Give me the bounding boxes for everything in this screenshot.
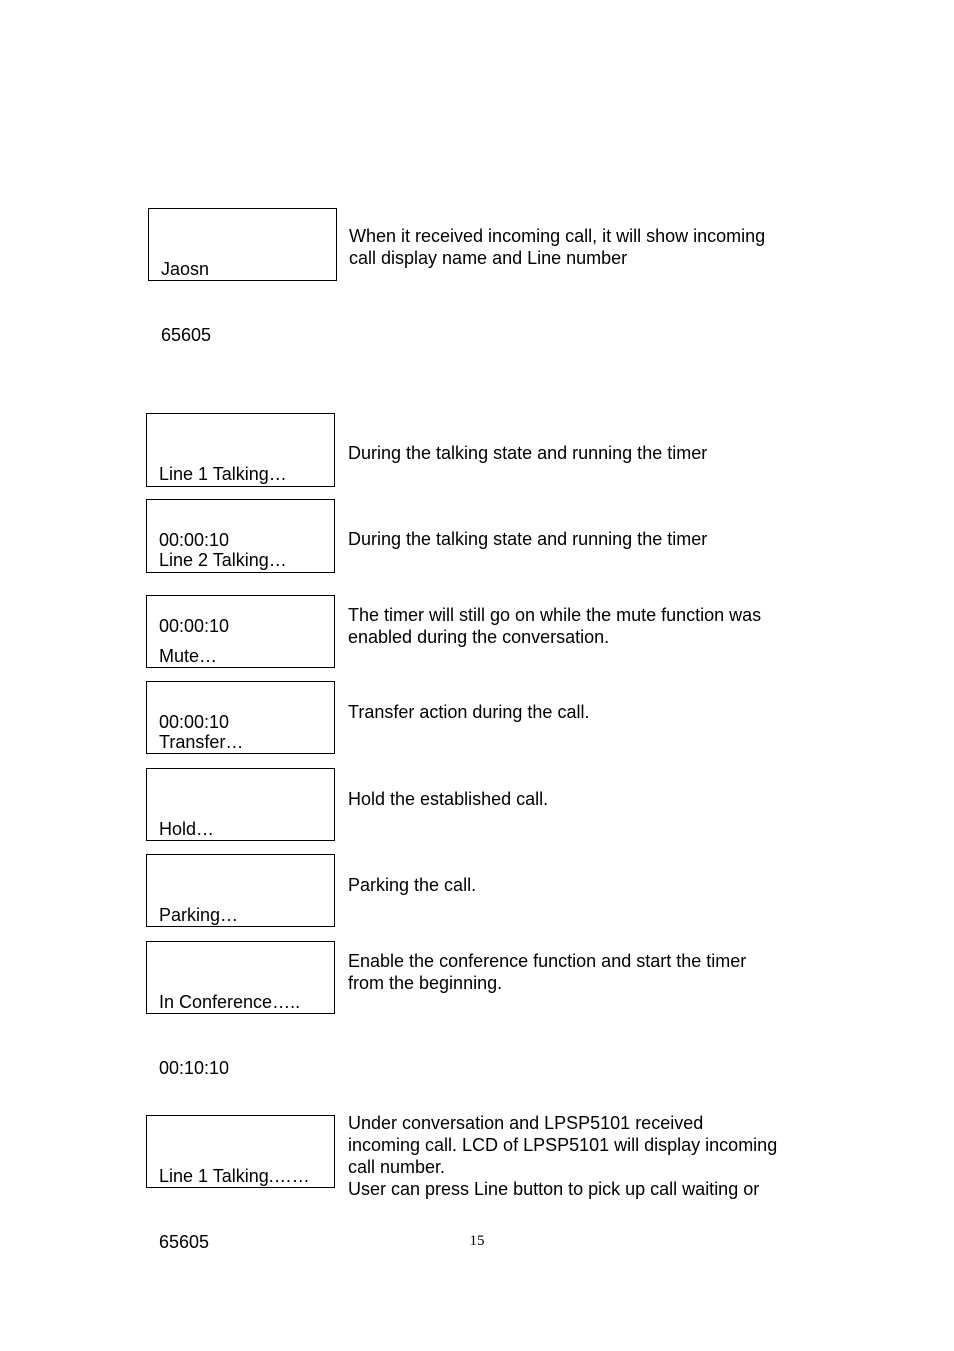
description-line: User can press Line button to pick up call waiting or: [348, 1179, 760, 1199]
lcd-line: 65605: [159, 1232, 210, 1252]
description-line: incoming call. LCD of LPSP5101 will display incoming: [348, 1135, 778, 1155]
lcd-display-box: [146, 681, 335, 754]
lcd-display-box: [148, 208, 337, 345]
description-line: call display name and Line number: [349, 248, 628, 268]
description: [348, 874, 818, 896]
lcd-display-box: [146, 499, 335, 636]
lcd-line: In Conference…..: [159, 992, 301, 1012]
lcd-display-box: [146, 595, 335, 732]
description-line: The timer will still go on while the mute function was: [348, 605, 762, 625]
description: [349, 225, 819, 269]
lcd-line: Hold…: [159, 819, 215, 839]
description: [348, 604, 818, 648]
lcd-display-box: [146, 413, 335, 550]
lcd-line: 65605: [161, 325, 212, 345]
description-line: When it received incoming call, it will show incoming: [349, 226, 766, 246]
lcd-line: Transfer…: [159, 732, 244, 752]
description: [348, 701, 818, 723]
lcd-line: Line 1 Talking…: [159, 464, 287, 484]
lcd-line: Jaosn: [161, 259, 210, 279]
lcd-display-box: [146, 1115, 335, 1252]
description-line: from the beginning.: [348, 973, 503, 993]
lcd-line: Line 2 Talking…: [159, 550, 287, 570]
lcd-line: Line 1 Talking.……: [159, 1166, 310, 1186]
lcd-display-box: [146, 941, 335, 1078]
description: [348, 1112, 818, 1200]
lcd-line: 00:00:10: [159, 616, 230, 636]
description-line: Under conversation and LPSP5101 received: [348, 1113, 704, 1133]
page-number: 15: [469, 1233, 485, 1249]
description: [348, 788, 818, 810]
description-line: During the talking state and running the timer: [348, 529, 708, 549]
lcd-line: Mute…: [159, 646, 218, 666]
description-line: call number.: [348, 1157, 446, 1177]
description: [348, 950, 818, 994]
lcd-line: 00:00:10: [159, 530, 230, 550]
lcd-line: 00:10:10: [159, 1058, 230, 1078]
lcd-display-box: [146, 768, 335, 841]
description-line: enabled during the conversation.: [348, 627, 610, 647]
description-line: Enable the conference function and start the timer: [348, 951, 747, 971]
lcd-line: 00:00:10: [159, 712, 230, 732]
description-line: During the talking state and running the timer: [348, 443, 708, 463]
description-line: Parking the call.: [348, 875, 477, 895]
lcd-line: Parking…: [159, 905, 239, 925]
description: [348, 442, 818, 464]
lcd-display-box: [146, 854, 335, 927]
description-line: Transfer action during the call.: [348, 702, 590, 722]
description: [348, 528, 818, 550]
description-line: Hold the established call.: [348, 789, 549, 809]
